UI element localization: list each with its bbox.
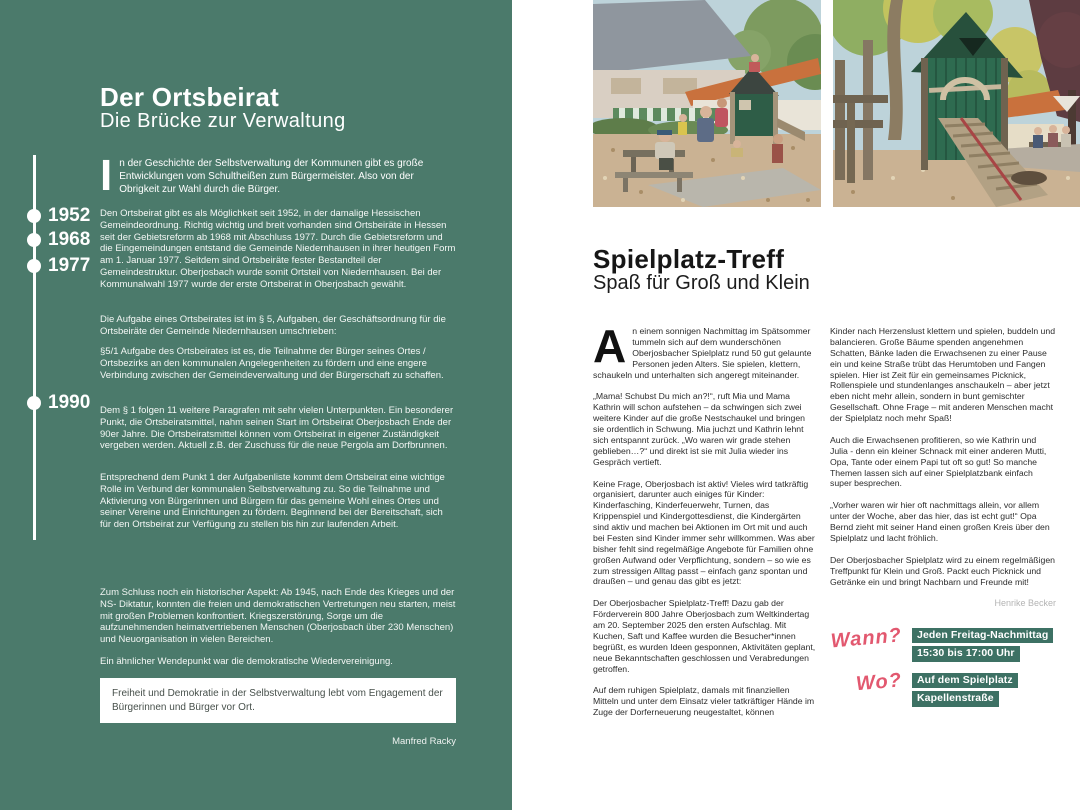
timeline-dot bbox=[27, 259, 41, 273]
article-column-1 bbox=[593, 320, 816, 729]
body-paragraph: Ein ähnlicher Wendepunkt war die demokratische Wiedervereinigung. bbox=[100, 656, 393, 667]
when-chip-day: Jeden Freitag-Nachmittag bbox=[912, 628, 1053, 644]
author-byline: Henrike Becker bbox=[994, 598, 1056, 609]
left-page-subtitle: Die Brücke zur Verwaltung bbox=[100, 110, 346, 132]
body-paragraph: Kinder nach Herzenslust klettern und spielen, buddeln und balancieren. Große Bäume spenden angenehmen Schatten, Bänke laden die Erwachsenen zu einer Pause ein und keine Straße trübt das Herumtoben und Fangen spielen. Hier ist Zeit für ein gemeinsames Picknick, Rollenspiele und stundenlanges anschaukeln – aber jetzt eben nicht mehr allein, sondern in bunt gemischter Gesellschaft. Ohne Frage – mit anderen Menschen macht der Spielplatz noch mehr Spaß! bbox=[830, 326, 1056, 423]
right-page-title: Spielplatz-Treff bbox=[593, 244, 785, 274]
dropcap-letter: A bbox=[593, 320, 627, 372]
body-paragraph: Der Oberjosbacher Spielplatz-Treff! Dazu gab der Förderverein 800 Jahre Oberjosbach zum Weltkindertag am 20. September 2025 den ersten Aufschlag. Mit Kuchen, Saft und Kaffee wurden die Besucher*innen begrüßt, es wurden Ideen gesponnen, Aktivitäten geplant, neue Bekanntschaften geschlossen und Verabredungen getroffen. bbox=[593, 598, 816, 674]
body-paragraph: Der Oberjosbacher Spielplatz wird zu einem regelmäßigen Treffpunkt für Klein und Groß. Packt euch Picknick und Getränke ein und bringt Nachbarn und Freunde mit! bbox=[830, 554, 1056, 587]
timeline-year: 1977 bbox=[48, 255, 91, 276]
timeline-year: 1990 bbox=[48, 392, 91, 413]
where-details bbox=[912, 671, 1018, 710]
body-paragraph: „Mama! Schubst Du mich an?!“, ruft Mia und Mama Kathrin will schon aufstehen – da schwingen sich zwei weitere Kinder auf die große Nestschaukel und bringen sie ordentlich in Schwung. Mia juchzt und Kathrin lehnt sich entspannt zurück. „Wo waren wir grade stehen geblieben…?“ und direkt ist sie mit Julia wieder ins Gespräch vertieft. bbox=[593, 391, 806, 467]
timeline-dot bbox=[27, 396, 41, 410]
playground-photo-overview bbox=[593, 0, 821, 207]
where-row bbox=[830, 668, 1056, 710]
paragraph-text: n einem sonnigen Nachmittag im Spätsommer tummeln sich auf dem wunderschönen Oberjosbacher Spielplatz rund 50 gut gelaunte Personen jeden Alters. Sie spielen, klettern, schaukeln und unterhalten sich angeregt miteinander. bbox=[593, 326, 812, 380]
right-page-subtitle: Spaß für Groß und Klein bbox=[593, 272, 810, 294]
body-paragraph: Die Aufgabe eines Ortsbeirates ist im § 5, Aufgaben, der Geschäftsordnung für die Ortsbeiräte der Gemeinde Niedernhausen umschrieben: bbox=[100, 314, 446, 337]
meetup-info bbox=[829, 623, 1056, 710]
body-paragraph: §5/1 Aufgabe des Ortsbeirates ist es, die Teilnahme der Bürger seines Ortes / Ortsbezirks an den kommunalen Angelegenheiten zu fördern und eine engere Verbindung zwischen der Gemeindeverwaltung und der Bürgerschaft zu schaffen. bbox=[100, 346, 444, 381]
timeline-year: 1952 bbox=[48, 205, 91, 226]
timeline-dot bbox=[27, 233, 41, 247]
body-paragraph: Auf dem ruhigen Spielplatz, damals mit finanziellen Mitteln und unter dem Einsatz vieler tatkräftiger Hände im Zuge der Dorferneuerung neugestaltet, können bbox=[593, 685, 815, 718]
right-page bbox=[512, 0, 1080, 810]
timeline-year: 1968 bbox=[48, 229, 91, 250]
body-paragraph: Den Ortsbeirat gibt es als Möglichkeit seit 1952, in der damalige Hessischen Gemeindeordnung. Richtig wichtig und breit vorhanden sind Ortsbeiräte in Hessen seit der Gebietsreform ab 1968 mit Abschluss 1977. Durch die Gebietsreform und die Eingemeindungen entstand die Gemeinde Niedernhausen in ihrer heutigen Form am 1. Januar 1977. Seitdem sind Ortsbeiräte fester Bestandteil der Gemeindestruktur. Oberjosbach wurde somit Ortsteil von Niedernhausen. Bei der Kommunalwahl 1977 wurde der erste Ortsbeirat in Oberjosbach gewählt. bbox=[100, 208, 456, 290]
when-row bbox=[829, 623, 1056, 665]
intro-paragraph bbox=[100, 151, 450, 200]
author-byline: Manfred Racky bbox=[392, 736, 456, 747]
where-chip-place: Auf dem Spielplatz bbox=[912, 673, 1018, 689]
when-details bbox=[912, 626, 1053, 665]
playground-photo-climbing-house bbox=[833, 0, 1080, 207]
article-column-2 bbox=[830, 326, 1056, 716]
when-handwritten-label: Wann? bbox=[829, 623, 903, 653]
left-page bbox=[0, 0, 512, 810]
timeline-dot bbox=[27, 209, 41, 223]
dropcap-letter: I bbox=[100, 151, 113, 200]
quote-box: Freiheit und Demokratie in der Selbstverwaltung lebt vom Engagement der Bürgerinnen und Bürger vor Ort. bbox=[100, 678, 456, 723]
body-paragraph: Dem § 1 folgen 11 weitere Paragrafen mit sehr vielen Unterpunkten. Ein besonderer Punkt, die Ortsbeiratsmittel, nahm seinen Start im Ortsbeirat Oberjosbach Ende der 90er Jahre. Die Ortsbeiratsmittel können vom Ortsbeirat in eigener Zuständigkeit vergeben werden. Aktuell z.B. der Zuschuss für die neue Pergola am Dorfbrunnen. bbox=[100, 405, 454, 452]
left-page-title: Der Ortsbeirat bbox=[100, 82, 280, 112]
body-paragraph: Keine Frage, Oberjosbach ist aktiv! Vieles wird tatkräftig organisiert, darunter auch einiges für Kinder: Kinderfasching, Kinderfeuerwehr, Turnen, das Krippenspiel und Kindergottesdienst, die Kindergärten sind aktiv und machen bei Aktionen im Ort mit und auch bei Festen sind Kinder immer sehr willkommen. Was aber bisher fehlt sind regelmäßige Angebote für Familien ohne großen Aufwand oder Verpflichtung, sondern – so wie es zum stressigen Alltag passt – einfach ganz spontan und draußen – und genau das gibt es jetzt: bbox=[593, 478, 815, 587]
body-paragraph: Entsprechend dem Punkt 1 der Aufgabenliste kommt dem Ortsbeirat eine wichtige Rolle im Verbund der kommunalen Selbstverwaltung zu. So die Teilnahme und Aktivierung von Bürgerinnen und Bürgern für das gemeine Wohl eines Ortes und seiner Vereine und Einrichtungen zu fördern. Beginnend bei der Bereitschaft, sich für den Ortsbeirat zur Verfügung zu stellen bis hin zur laufenden Arbeit. bbox=[100, 472, 445, 531]
when-chip-time: 15:30 bis 17:00 Uhr bbox=[912, 646, 1020, 662]
body-paragraph bbox=[593, 320, 816, 380]
body-paragraph: „Vorher waren wir hier oft nachmittags allein, vor allem unter der Woche, aber das hier, das ist echt gut!“ Opa Bernd zieht mit seiner Hand einen großen Kreis über den Spielplatz und lacht fröhlich. bbox=[830, 500, 1050, 543]
body-paragraph: Auch die Erwachsenen profitieren, so wie Kathrin und Julia - denn ein kleiner Schnack mit einer anderen Mutti, Opa, Tante oder einem Papi tut oft so gut! So manche Themen lassen sich auf einer Spielplatzbank einfach super besprechen. bbox=[830, 434, 1047, 489]
intro-text: n der Geschichte der Selbstverwaltung der Kommunen gibt es große Entwicklungen vom Schultheißen zum Bürgermeister. Also von der Obrigkeit zur Wahl durch die Bürger. bbox=[119, 158, 424, 195]
where-handwritten-label: Wo? bbox=[855, 668, 903, 695]
where-chip-street: Kapellenstraße bbox=[912, 691, 999, 707]
body-paragraph: Zum Schluss noch ein historischer Aspekt: Ab 1945, nach Ende des Krieges und der NS- Diktatur, konnten die freien und demokratischen Vertretungen neu starten, meist mit großen Problemen konfrontiert. Kriegszerstörung, Sorge um die aufzunehmenden heimatvertriebenen Menschen (Oberjosbach über 230 Menschen) und Neuorganisation in vielen Bereichen. bbox=[100, 587, 456, 646]
